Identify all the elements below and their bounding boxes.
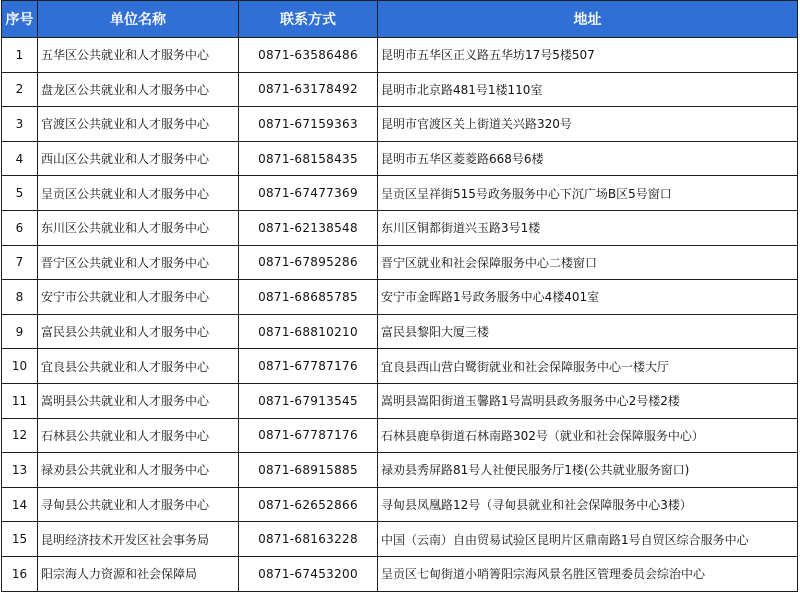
table-row bbox=[2, 245, 798, 280]
cell-address: 昆明市北京路481号1楼110室 bbox=[378, 72, 798, 107]
cell-no: 13 bbox=[2, 453, 38, 488]
cell-address: 石林县鹿阜街道石林南路302号（就业和社会保障服务中心） bbox=[378, 418, 798, 453]
cell-no: 3 bbox=[2, 107, 38, 142]
cell-name: 嵩明县公共就业和人才服务中心 bbox=[38, 383, 239, 418]
cell-phone: 0871-67477369 bbox=[239, 176, 378, 211]
cell-no: 6 bbox=[2, 210, 38, 245]
cell-phone: 0871-68685785 bbox=[239, 280, 378, 315]
cell-address: 宜良县西山营白鹭街就业和社会保障服务中心一楼大厅 bbox=[378, 349, 798, 384]
header-phone: 联系方式 bbox=[239, 1, 378, 38]
table-row bbox=[2, 349, 798, 384]
cell-name: 禄劝县公共就业和人才服务中心 bbox=[38, 453, 239, 488]
cell-name: 富民县公共就业和人才服务中心 bbox=[38, 314, 239, 349]
cell-phone: 0871-67787176 bbox=[239, 418, 378, 453]
cell-phone: 0871-68915885 bbox=[239, 453, 378, 488]
header-name: 单位名称 bbox=[38, 1, 239, 38]
cell-no: 12 bbox=[2, 418, 38, 453]
cell-name: 宜良县公共就业和人才服务中心 bbox=[38, 349, 239, 384]
cell-address: 东川区铜都街道兴玉路3号1楼 bbox=[378, 210, 798, 245]
table-row bbox=[2, 280, 798, 315]
table-row bbox=[2, 522, 798, 557]
cell-phone: 0871-67159363 bbox=[239, 107, 378, 142]
table-row bbox=[2, 453, 798, 488]
cell-phone: 0871-68810210 bbox=[239, 314, 378, 349]
cell-name: 晋宁区公共就业和人才服务中心 bbox=[38, 245, 239, 280]
table-row bbox=[2, 210, 798, 245]
cell-address: 晋宁区就业和社会保障服务中心二楼窗口 bbox=[378, 245, 798, 280]
header-no: 序号 bbox=[2, 1, 38, 38]
cell-name: 五华区公共就业和人才服务中心 bbox=[38, 38, 239, 73]
cell-name: 盘龙区公共就业和人才服务中心 bbox=[38, 72, 239, 107]
cell-name: 东川区公共就业和人才服务中心 bbox=[38, 210, 239, 245]
cell-name: 西山区公共就业和人才服务中心 bbox=[38, 141, 239, 176]
cell-phone: 0871-63586486 bbox=[239, 38, 378, 73]
cell-name: 昆明经济技术开发区社会事务局 bbox=[38, 522, 239, 557]
table-row bbox=[2, 107, 798, 142]
cell-address: 昆明市五华区正义路五华坊17号5楼507 bbox=[378, 38, 798, 73]
table-row bbox=[2, 72, 798, 107]
cell-address: 昆明市五华区菱菱路668号6楼 bbox=[378, 141, 798, 176]
cell-address: 寻甸县凤凰路12号（寻甸县就业和社会保障服务中心3楼） bbox=[378, 487, 798, 522]
cell-no: 16 bbox=[2, 556, 38, 591]
cell-address: 嵩明县嵩阳街道玉馨路1号嵩明县政务服务中心2号楼2楼 bbox=[378, 383, 798, 418]
cell-name: 石林县公共就业和人才服务中心 bbox=[38, 418, 239, 453]
cell-name: 安宁市公共就业和人才服务中心 bbox=[38, 280, 239, 315]
cell-address: 呈贡区呈祥街515号政务服务中心下沉广场B区5号窗口 bbox=[378, 176, 798, 211]
cell-address: 昆明市官渡区关上街道关兴路320号 bbox=[378, 107, 798, 142]
cell-phone: 0871-63178492 bbox=[239, 72, 378, 107]
cell-phone: 0871-67913545 bbox=[239, 383, 378, 418]
table-row bbox=[2, 383, 798, 418]
cell-no: 7 bbox=[2, 245, 38, 280]
cell-no: 2 bbox=[2, 72, 38, 107]
table-row bbox=[2, 176, 798, 211]
table-row bbox=[2, 38, 798, 73]
cell-name: 寻甸县公共就业和人才服务中心 bbox=[38, 487, 239, 522]
cell-phone: 0871-62138548 bbox=[239, 210, 378, 245]
cell-address: 富民县黎阳大厦三楼 bbox=[378, 314, 798, 349]
cell-phone: 0871-67453200 bbox=[239, 556, 378, 591]
table-row bbox=[2, 141, 798, 176]
table-row bbox=[2, 418, 798, 453]
cell-phone: 0871-68163228 bbox=[239, 522, 378, 557]
cell-phone: 0871-68158435 bbox=[239, 141, 378, 176]
table-row bbox=[2, 556, 798, 591]
cell-no: 5 bbox=[2, 176, 38, 211]
cell-address: 禄劝县秀屏路81号人社便民服务厅1楼(公共就业服务窗口) bbox=[378, 453, 798, 488]
table-row bbox=[2, 487, 798, 522]
header-row bbox=[2, 1, 798, 38]
cell-phone: 0871-62652866 bbox=[239, 487, 378, 522]
table-row bbox=[2, 314, 798, 349]
cell-no: 14 bbox=[2, 487, 38, 522]
cell-address: 中国（云南）自由贸易试验区昆明片区鼎南路1号自贸区综合服务中心 bbox=[378, 522, 798, 557]
cell-phone: 0871-67895286 bbox=[239, 245, 378, 280]
cell-name: 阳宗海人力资源和社会保障局 bbox=[38, 556, 239, 591]
cell-no: 8 bbox=[2, 280, 38, 315]
cell-no: 10 bbox=[2, 349, 38, 384]
cell-name: 呈贡区公共就业和人才服务中心 bbox=[38, 176, 239, 211]
table-header bbox=[2, 1, 798, 38]
cell-name: 官渡区公共就业和人才服务中心 bbox=[38, 107, 239, 142]
cell-phone: 0871-67787176 bbox=[239, 349, 378, 384]
cell-address: 呈贡区七甸街道小哨箐阳宗海风景名胜区管理委员会综治中心 bbox=[378, 556, 798, 591]
cell-no: 4 bbox=[2, 141, 38, 176]
cell-no: 15 bbox=[2, 522, 38, 557]
cell-no: 9 bbox=[2, 314, 38, 349]
cell-no: 11 bbox=[2, 383, 38, 418]
header-address: 地址 bbox=[378, 1, 798, 38]
service-center-table bbox=[1, 0, 798, 592]
cell-no: 1 bbox=[2, 38, 38, 73]
table-body bbox=[2, 38, 798, 592]
cell-address: 安宁市金晖路1号政务服务中心4楼401室 bbox=[378, 280, 798, 315]
